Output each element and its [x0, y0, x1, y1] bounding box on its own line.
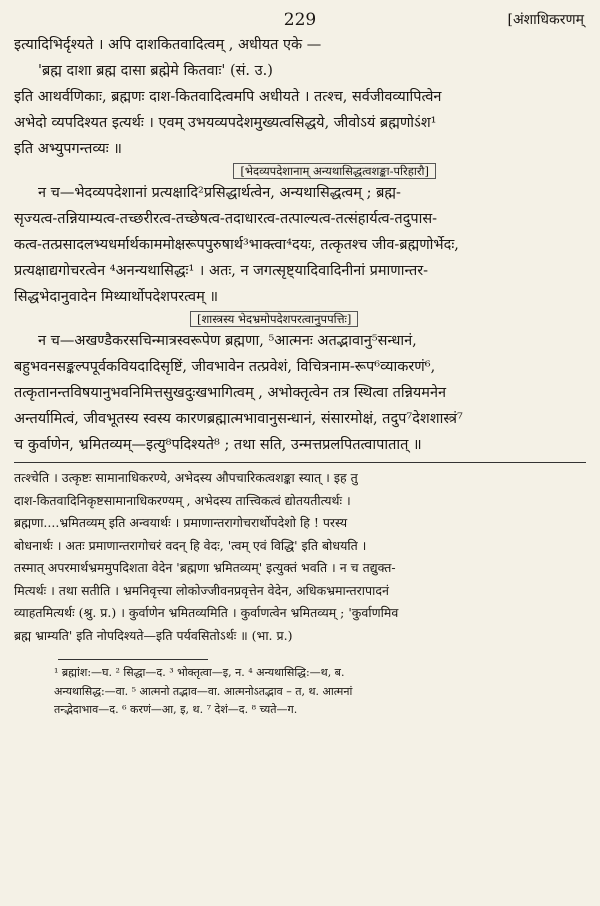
commentary-line: तस्मात् अपरमार्थभ्रममुपदिशता वेदेन 'ब्रह्मणा भ्रमितव्यम्' इत्युक्तं भवति । न च तद्युक्त- — [14, 560, 396, 575]
quote-line: 'ब्रह्म दाशा ब्रह्म दासा ब्रह्मेमे कितवाः' (सं. उ.) — [38, 63, 273, 79]
subheading-text: [भेदव्यपदेशानाम् अन्यथासिद्धत्वशङ्का-परिहारौ] — [233, 163, 436, 179]
footnote-divider — [58, 659, 208, 660]
section-subheading — [14, 162, 586, 180]
text-line: बहुभवनसङ्कल्पपूर्वकवियदादिसृष्टिं, जीवभावेन तत्प्रवेशं, विचित्रनाम-रूप⁶व्याकरणं⁶, — [14, 359, 436, 375]
text-line: इति अभ्युपगन्तव्यः ॥ — [14, 141, 122, 157]
text-line: अभेदो व्यपदिश्यत इत्यर्थः । एवम् उभयव्यपदेशमुख्यत्वसिद्धये, जीवोऽयं ब्रह्मणोऽंश¹ — [14, 115, 437, 131]
footnote-line: अन्यथासिद्ध:—वा. ⁵ आत्मनो तद्भाव—वा. आत्मनोऽतद्भाव – त, थ. आत्मनां — [54, 684, 353, 698]
text-line: इत्यादिभिर्दृश्यते । अपि दाशकितवादित्वम् , अधीयत एके — — [14, 37, 322, 53]
text-line: तत्कृतानन्तविषयानुभवनिमित्तसुखदुःखभागित्वम् , अभोक्तृत्वेन तत्र स्थित्वा तन्नियमनेन — [14, 385, 447, 401]
text-line: प्रत्यक्षाद्यगोचरत्वेन ⁴अनन्यथासिद्धः¹ । अतः, न जगत्सृष्ट्यादिवादिनीनां प्रमाणान्तर- — [14, 263, 429, 279]
footnotes — [14, 664, 586, 720]
commentary-line: तत्श्चेति । उत्कृष्टः सामानाधिकरण्ये, अभेदस्य औपचारिकत्वशङ्का स्यात् । इह तु — [14, 470, 358, 485]
commentary-divider — [14, 462, 586, 463]
text-line: सृज्यत्व-तन्नियाम्यत्व-तच्छरीरत्व-तच्छेषत्व-तदाधारत्व-तत्पाल्यत्व-तत्संहार्यत्व-तदुपास- — [14, 211, 438, 227]
section-subheading — [14, 310, 586, 328]
text-line: सिद्धभेदानुवादेन मिथ्यार्थोपदेशपरत्वम् ॥ — [14, 289, 219, 305]
page-header — [14, 6, 586, 32]
commentary-line: दाश-कितवादिनिकृष्टसामानाधिकरण्यम् , अभेदस्य तात्त्विकत्वं द्योतयतीत्यर्थः । — [14, 492, 351, 508]
subheading-text: [शास्त्रस्य भेदभ्रमोपदेशपरत्वानुपपत्तिः] — [190, 311, 358, 327]
text-line: इति आथर्वणिकाः, ब्रह्मणः दाश-कितवादित्वमपि अधीयते । तत्श्च, सर्वजीवव्यापित्वेन — [14, 89, 442, 105]
paragraph-3 — [14, 328, 586, 458]
text-line: च कुर्वाणेन, भ्रमितव्यम्—इत्यु⁸पदिश्यते⁸ ; तथा सति, उन्मत्तप्रलपितत्वापातात् ॥ — [14, 437, 422, 453]
commentary-line: ब्रह्म भ्राम्यति' इति नोपदिश्यते—इति पर्यवसितोऽर्थः ॥ (भा. प्र.) — [14, 627, 293, 643]
text-line: न च—अखण्डैकरसचिन्मात्रस्वरूपेण ब्रह्मणा, ⁵आत्मनः अतद्भावानु⁵सन्धानं, — [38, 333, 417, 349]
paragraph-2 — [14, 180, 586, 310]
commentary-line: ब्रह्मणा....भ्रमितव्यम् इति अन्वयार्थः । प्रमाणान्तरागोचरार्थोपदेशो हि ! परस्य — [14, 515, 348, 530]
footnote-line: तन्द्भेदाभाव—द. ⁶ करणं—आ, इ, थ. ⁷ देशं—द. ⁸ च्यते—ग. — [54, 703, 298, 716]
main-text-block — [14, 32, 586, 162]
text-line: कत्व-तत्प्रसादलभ्यधर्मार्थकाममोक्षरूपपुरुषार्थ³भाक्त्वा⁴दयः, तत्कृतश्च जीव-ब्रह्मणोर्भेदः, — [14, 237, 459, 253]
commentary-line: बोधनार्थः । अतः प्रमाणान्तरागोचरं वदन् हि वेदः, 'त्वम् एवं विद्धि' इति बोधयति । — [14, 537, 367, 553]
text-line: न च—भेदव्यपदेशानां प्रत्यक्षादि²प्रसिद्धार्थत्वेन, अन्यथासिद्धत्वम् ; ब्रह्म- — [38, 185, 401, 201]
commentary-block — [14, 467, 586, 647]
footnote-line: ¹ ब्रह्मांश:—घ. ² सिद्धा—द. ³ भोक्तृत्वा—इ, न. ⁴ अन्यथासिद्धि:—थ, ब. — [54, 666, 345, 679]
commentary-line: व्याहतमित्यर्थः (श्रु. प्र.) । कुर्वाणेन भ्रमितव्यमिति । कुर्वाणत्वेन भ्रमितव्यम् ; 'कुर्वाणमिव — [14, 605, 399, 620]
commentary-line: मित्यर्थः । तथा सतीति । भ्रमनिवृत्त्या लोकोज्जीवनप्रवृत्तेन वेदेन, अधिकभ्रमान्तरापादनं — [14, 582, 389, 598]
running-head: [अंशाधिकरणम् — [507, 12, 584, 28]
text-line: अन्तर्यामित्वं, जीवभूतस्य स्वस्य कारणब्रह्मात्मभावानुसन्धानं, संसारमोक्षं, तदुप⁷देशशास्त्रं⁷ — [14, 411, 463, 427]
page-number: 229 — [283, 10, 317, 30]
